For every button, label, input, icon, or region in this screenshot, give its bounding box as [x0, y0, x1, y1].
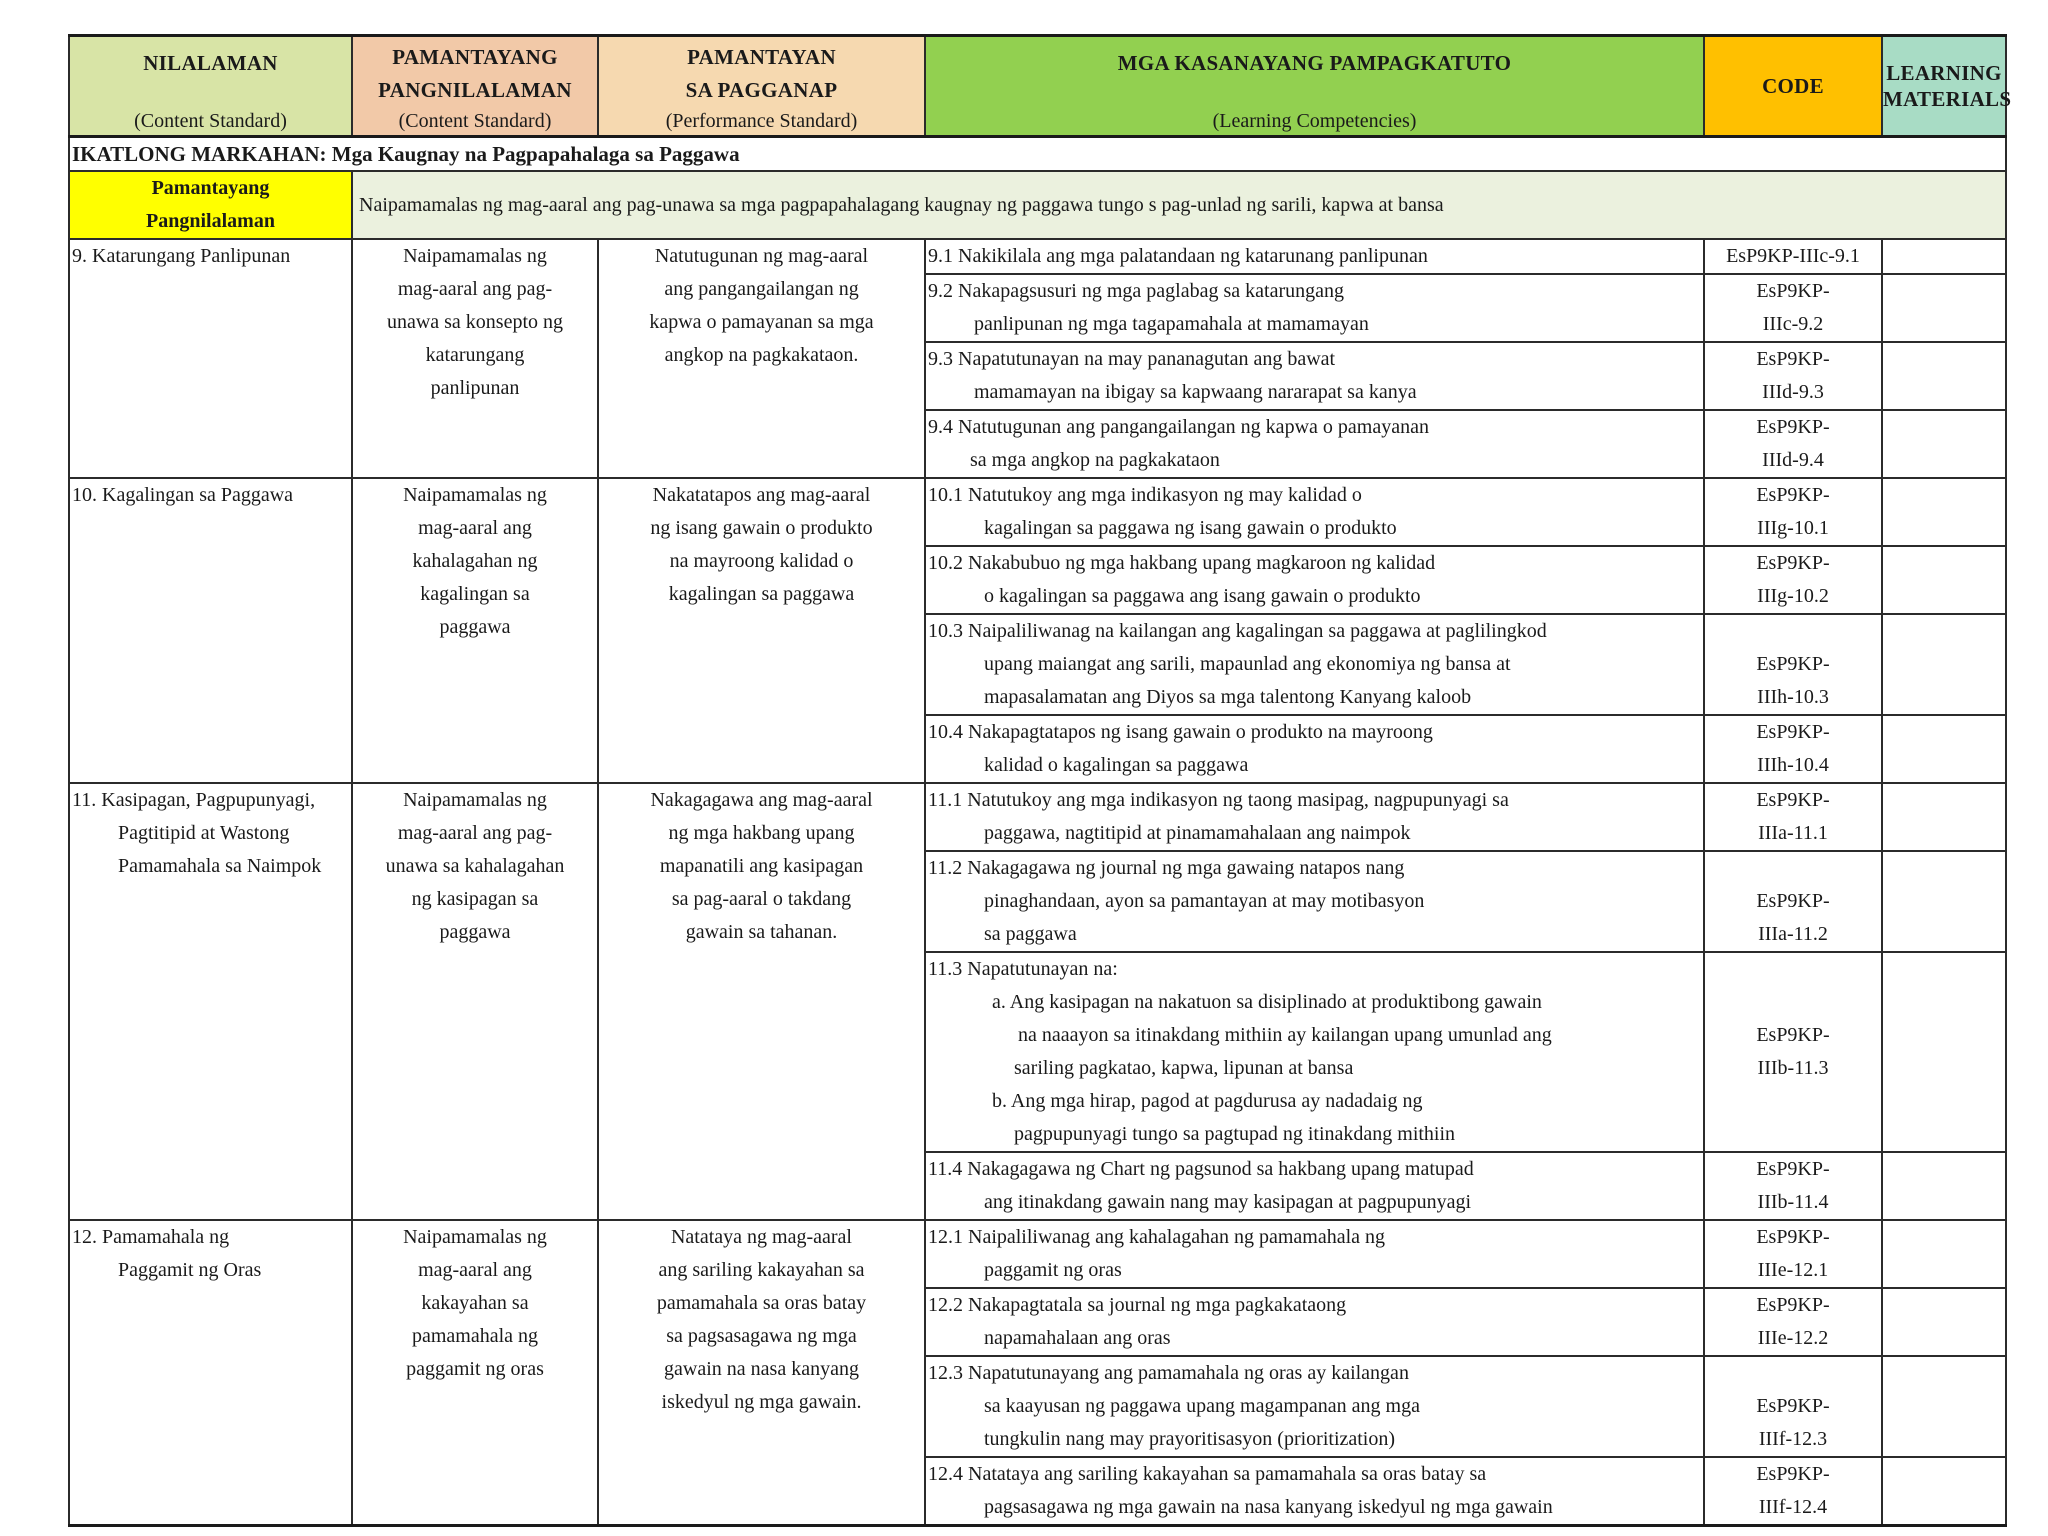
competency-line: 9.1 Nakikilala ang mga palatandaan ng katarunang panlipunan	[928, 245, 1428, 267]
header-pamantayang-title2: PANGNILALAMAN	[378, 78, 572, 102]
competency-line: 12.2 Nakapagtatala sa journal ng mga pagkakataong	[928, 1294, 1347, 1316]
competency-line: kalidad o kagalingan sa paggawa	[984, 754, 1249, 776]
competency-line: o kagalingan sa paggawa ang isang gawain o produkto	[984, 585, 1421, 607]
header-pamantayan-title1: PAMANTAYAN	[687, 45, 836, 69]
topic-cell	[69, 783, 352, 1220]
competency-cell	[925, 783, 1704, 851]
competency-line: 11.1 Natutukoy ang mga indikasyon ng taong masipag, nagpupunyagi sa	[928, 789, 1509, 811]
performance-standard-line: mapanatili ang kasipagan	[659, 855, 864, 877]
content-standard-line: panlipunan	[430, 377, 520, 399]
performance-standard-line: na mayroong kalidad o	[669, 550, 854, 572]
code-cell	[1704, 274, 1882, 342]
performance-standard-line: sa pag-aaral o takdang	[671, 888, 852, 910]
learning-materials-cell	[1882, 614, 2006, 715]
content-standard-line: kakayahan sa	[421, 1292, 529, 1314]
competency-line: 12.3 Napatutunayang ang pamamahala ng oras ay kailangan	[928, 1362, 1409, 1384]
header-pamantayan-sub: (Performance Standard)	[665, 110, 858, 132]
learning-materials-cell	[1882, 546, 2006, 614]
competency-line: sa kaayusan ng paggawa upang magampanan ang mga	[984, 1395, 1420, 1417]
competency-line: 12.1 Naipaliliwanag ang kahalagahan ng pamamahala ng	[928, 1226, 1386, 1248]
header-lm-title2: MATERIALS	[1883, 87, 2012, 111]
learning-materials-cell	[1882, 1288, 2006, 1356]
learning-materials-cell	[1882, 715, 2006, 783]
competency-cell	[925, 342, 1704, 410]
competency-cell	[925, 1152, 1704, 1220]
performance-standard-line: ng isang gawain o produkto	[650, 517, 873, 539]
performance-standard-line: angkop na pagkakataon.	[664, 344, 859, 366]
code-line: IIIa-11.1	[1758, 822, 1828, 844]
learning-materials-cell	[1882, 851, 2006, 952]
competency-line: tungkulin nang may prayoritisasyon (prioritization)	[984, 1428, 1396, 1450]
competency-line: na naaayon sa itinakdang mithiin ay kailangan upang umunlad ang	[1018, 1024, 1552, 1046]
code-line: EsP9KP-	[1756, 280, 1830, 302]
topic-cell	[69, 1220, 352, 1526]
performance-standard-line: gawain sa tahanan.	[685, 921, 838, 943]
competency-row	[69, 783, 2006, 851]
code-cell	[1704, 1288, 1882, 1356]
code-line: IIIh-10.4	[1757, 754, 1829, 776]
competency-line: 12.4 Natataya ang sariling kakayahan sa pamamahala sa oras batay sa	[928, 1463, 1487, 1485]
learning-materials-cell	[1882, 1220, 2006, 1288]
code-line: EsP9KP-	[1756, 1158, 1830, 1180]
performance-standard-cell	[598, 1220, 925, 1526]
competency-line: b. Ang mga hirap, pagod at pagdurusa ay nadadaig ng	[992, 1090, 1423, 1112]
topic-line: Paggamit ng Oras	[118, 1259, 262, 1281]
content-standard-line: pamamahala ng	[411, 1325, 539, 1347]
code-line: EsP9KP-	[1756, 789, 1830, 811]
code-cell	[1704, 478, 1882, 546]
content-standard-line: kahalagahan ng	[412, 550, 538, 572]
code-line: EsP9KP-	[1756, 1226, 1830, 1248]
standard-label	[69, 171, 352, 239]
competency-cell	[925, 1220, 1704, 1288]
code-cell	[1704, 851, 1882, 952]
competency-line: 11.3 Napatutunayan na:	[928, 958, 1118, 980]
learning-materials-cell	[1882, 274, 2006, 342]
code-line: EsP9KP-	[1756, 1024, 1830, 1046]
topic-cell	[69, 239, 352, 478]
standard-text: Naipamamalas ng mag-aaral ang pag-unawa sa mga pagpapahalagang kaugnay ng paggawa tungo s pag-unlad ng sarili, kapwa at bansa	[352, 171, 2006, 239]
code-line: IIIh-10.3	[1757, 686, 1829, 708]
code-cell	[1704, 1356, 1882, 1457]
header-nilalaman-sub: (Content Standard)	[134, 110, 287, 132]
learning-materials-cell	[1882, 783, 2006, 851]
header-pamantayang	[352, 36, 598, 137]
content-standard-line: Naipamamalas ng	[403, 484, 547, 506]
content-standard-line: mag-aaral ang	[418, 1259, 532, 1281]
performance-standard-line: ang sariling kakayahan sa	[658, 1259, 865, 1281]
competency-line: paggawa, nagtitipid at pinamamahalaan ang naimpok	[984, 822, 1411, 844]
competency-line: pagsasagawa ng mga gawain na nasa kanyang iskedyul ng mga gawain	[984, 1496, 1553, 1518]
topic-cell	[69, 478, 352, 783]
code-line: IIIf-12.4	[1758, 1496, 1828, 1518]
standard-label-line2: Pangnilalaman	[146, 210, 275, 232]
code-spacer	[1705, 1357, 1881, 1390]
header-pamantayang-title1: PAMANTAYANG	[392, 45, 558, 69]
standard-label-line1: Pamantayang	[151, 177, 270, 199]
code-line: EsP9KP-	[1756, 653, 1830, 675]
code-line: IIIg-10.2	[1757, 585, 1829, 607]
competency-line: pinaghandaan, ayon sa pamantayan at may motibasyon	[984, 890, 1425, 912]
code-spacer	[1705, 986, 1881, 1019]
code-cell	[1704, 715, 1882, 783]
header-pamantayan-title2: SA PAGGANAP	[685, 78, 838, 102]
code-cell	[1704, 614, 1882, 715]
topic-line: 9. Katarungang Panlipunan	[72, 245, 291, 267]
curriculum-guide-sheet	[68, 34, 2012, 1527]
content-standard-line: ng kasipagan sa	[411, 888, 539, 910]
content-standard-line: paggawa	[439, 921, 511, 943]
content-standard-line: Naipamamalas ng	[403, 789, 547, 811]
competency-line: pagpupunyagi tungo sa pagtupad ng itinakdang mithiin	[1014, 1123, 1456, 1145]
competency-line: 9.3 Napatutunayan na may pananagutan ang bawat	[928, 348, 1336, 370]
content-standard-line: mag-aaral ang pag-	[397, 278, 553, 300]
content-standard-cell	[352, 239, 598, 478]
code-line: IIIb-11.3	[1757, 1057, 1829, 1079]
code-line: EsP9KP-	[1756, 1395, 1830, 1417]
content-standard-cell	[352, 1220, 598, 1526]
competency-row	[69, 239, 2006, 274]
content-standard-line: mag-aaral ang	[418, 517, 532, 539]
competency-cell	[925, 1288, 1704, 1356]
code-line: EsP9KP-	[1756, 1294, 1830, 1316]
header-nilalaman	[69, 36, 352, 137]
content-standard-line: unawa sa kahalagahan	[385, 855, 565, 877]
competency-cell	[925, 274, 1704, 342]
learning-materials-cell	[1882, 410, 2006, 478]
competency-line: mapasalamatan ang Diyos sa mga talentong Kanyang kaloob	[984, 686, 1472, 708]
topic-line: 12. Pamamahala ng	[72, 1226, 230, 1248]
competency-cell	[925, 239, 1704, 274]
code-line: IIId-9.4	[1762, 449, 1824, 471]
performance-standard-line: iskedyul ng mga gawain.	[661, 1391, 862, 1413]
performance-standard-line: kapwa o pamayanan sa mga	[649, 311, 874, 333]
code-line: EsP9KP-	[1756, 890, 1830, 912]
code-line: EsP9KP-IIIc-9.1	[1726, 245, 1860, 267]
header-lm-title1: LEARNING	[1886, 61, 2002, 85]
content-standard-line: unawa sa konsepto ng	[386, 311, 564, 333]
curriculum-table	[68, 34, 2012, 1527]
learning-materials-cell	[1882, 478, 2006, 546]
standard-row	[69, 171, 2006, 239]
code-line: IIIg-10.1	[1757, 517, 1829, 539]
learning-materials-cell	[1882, 342, 2006, 410]
header-pamantayan	[598, 36, 925, 137]
code-line: IIIe-12.1	[1757, 1259, 1829, 1281]
competency-line: kagalingan sa paggawa ng isang gawain o produkto	[984, 517, 1397, 539]
competency-row	[69, 1220, 2006, 1288]
topic-line: Pamamahala sa Naimpok	[118, 855, 322, 877]
learning-materials-cell	[1882, 1457, 2006, 1526]
header-learning-materials	[1882, 36, 2012, 137]
competency-cell	[925, 952, 1704, 1152]
performance-standard-line: ang pangangailangan ng	[664, 278, 859, 300]
code-cell	[1704, 239, 1882, 274]
code-line: EsP9KP-	[1756, 552, 1830, 574]
performance-standard-line: Natataya ng mag-aaral	[670, 1226, 852, 1248]
header-code	[1704, 36, 1882, 137]
quarter-row	[69, 137, 2006, 172]
code-cell	[1704, 952, 1882, 1152]
content-standard-cell	[352, 783, 598, 1220]
learning-materials-cell	[1882, 952, 2006, 1152]
performance-standard-cell	[598, 783, 925, 1220]
code-line: IIId-9.3	[1762, 381, 1824, 403]
competency-cell	[925, 1356, 1704, 1457]
header-kasanayan-sub: (Learning Competencies)	[1212, 110, 1417, 132]
learning-materials-cell	[1882, 239, 2006, 274]
competency-line: sa paggawa	[984, 923, 1077, 945]
performance-standard-cell	[598, 239, 925, 478]
performance-standard-line: Nakatatapos ang mag-aaral	[652, 484, 871, 506]
competency-line: upang maiangat ang sarili, mapaunlad ang ekonomiya ng bansa at	[984, 653, 1511, 675]
competency-line: panlipunan ng mga tagapamahala at mamamayan	[974, 313, 1369, 335]
competency-line: 10.2 Nakabubuo ng mga hakbang upang magkaroon ng kalidad	[928, 552, 1436, 574]
code-line: IIIb-11.4	[1757, 1191, 1829, 1213]
code-line: EsP9KP-	[1756, 721, 1830, 743]
competency-line: paggamit ng oras	[984, 1259, 1122, 1281]
competency-line: 11.4 Nakagagawa ng Chart ng pagsunod sa hakbang upang matupad	[928, 1158, 1474, 1180]
competency-line: 11.2 Nakagagawa ng journal ng mga gawaing natapos nang	[928, 857, 1405, 879]
code-cell	[1704, 410, 1882, 478]
code-cell	[1704, 783, 1882, 851]
content-standard-line: Naipamamalas ng	[403, 245, 547, 267]
competency-cell	[925, 546, 1704, 614]
competency-row	[69, 478, 2006, 546]
competency-cell	[925, 410, 1704, 478]
code-cell	[1704, 1220, 1882, 1288]
competency-line: mamamayan na ibigay sa kapwaang nararapat sa kanya	[974, 381, 1417, 403]
performance-standard-line: Natutugunan ng mag-aaral	[654, 245, 869, 267]
code-line: IIIf-12.3	[1758, 1428, 1828, 1450]
performance-standard-line: pamamahala sa oras batay	[656, 1292, 867, 1314]
header-nilalaman-title: NILALAMAN	[143, 51, 278, 75]
content-standard-line: katarungang	[425, 344, 525, 366]
code-line: EsP9KP-	[1756, 1463, 1830, 1485]
code-spacer	[1705, 953, 1881, 986]
competency-cell	[925, 715, 1704, 783]
code-line: EsP9KP-	[1756, 348, 1830, 370]
code-line: EsP9KP-	[1756, 484, 1830, 506]
topic-line: Pagtitipid at Wastong	[118, 822, 290, 844]
competency-line: ang itinakdang gawain nang may kasipagan at pagpupunyagi	[984, 1191, 1472, 1213]
header-kasanayan-title: MGA KASANAYANG PAMPAGKATUTO	[1117, 51, 1512, 75]
code-cell	[1704, 546, 1882, 614]
competency-cell	[925, 1457, 1704, 1526]
competency-line: 9.2 Nakapagsusuri ng mga paglabag sa katarungang	[928, 280, 1344, 302]
learning-materials-cell	[1882, 1152, 2006, 1220]
code-spacer	[1705, 615, 1881, 648]
performance-standard-line: gawain na nasa kanyang	[664, 1358, 859, 1380]
content-standard-line: Naipamamalas ng	[403, 1226, 547, 1248]
competency-line: a. Ang kasipagan na nakatuon sa disiplinado at produktibong gawain	[992, 991, 1542, 1013]
performance-standard-cell	[598, 478, 925, 783]
code-line: IIIa-11.2	[1758, 923, 1828, 945]
header-kasanayan	[925, 36, 1704, 137]
header-pamantayang-sub: (Content Standard)	[398, 110, 552, 132]
code-cell	[1704, 1152, 1882, 1220]
header-code-title: CODE	[1762, 73, 1824, 98]
header-row	[69, 36, 2006, 137]
competency-cell	[925, 851, 1704, 952]
topic-line: 10. Kagalingan sa Paggawa	[72, 484, 294, 506]
content-standard-cell	[352, 478, 598, 783]
code-line: EsP9KP-	[1756, 416, 1830, 438]
competency-cell	[925, 614, 1704, 715]
content-standard-line: kagalingan sa	[420, 583, 530, 605]
learning-materials-cell	[1882, 1356, 2006, 1457]
competency-line: 9.4 Natutugunan ang pangangailangan ng kapwa o pamayanan	[928, 416, 1429, 438]
competency-line: 10.3 Naipaliliwanag na kailangan ang kagalingan sa paggawa at paglilingkod	[928, 620, 1547, 642]
content-standard-line: mag-aaral ang pag-	[397, 822, 553, 844]
competency-line: sa mga angkop na pagkakataon	[970, 449, 1220, 471]
performance-standard-line: ng mga hakbang upang	[668, 822, 855, 844]
performance-standard-line: Nakagagawa ang mag-aaral	[650, 789, 873, 811]
competency-line: napamahalaan ang oras	[984, 1327, 1171, 1349]
code-spacer	[1705, 852, 1881, 885]
code-cell	[1704, 342, 1882, 410]
code-line: IIIc-9.2	[1762, 313, 1824, 335]
performance-standard-line: sa pagsasagawa ng mga	[666, 1325, 857, 1347]
competency-line: sariling pagkatao, kapwa, lipunan at bansa	[1014, 1057, 1354, 1079]
competency-cell	[925, 478, 1704, 546]
topic-line: 11. Kasipagan, Pagpupunyagi,	[72, 789, 316, 811]
competency-line: 10.1 Natutukoy ang mga indikasyon ng may kalidad o	[928, 484, 1362, 506]
content-standard-line: paggawa	[439, 616, 511, 638]
competency-line: 10.4 Nakapagtatapos ng isang gawain o produkto na mayroong	[928, 721, 1433, 743]
code-cell	[1704, 1457, 1882, 1526]
content-standard-line: paggamit ng oras	[406, 1358, 544, 1380]
quarter-title: IKATLONG MARKAHAN: Mga Kaugnay na Pagpapahalaga sa Paggawa	[69, 137, 2006, 172]
performance-standard-line: kagalingan sa paggawa	[668, 583, 855, 605]
code-line: IIIe-12.2	[1757, 1327, 1829, 1349]
